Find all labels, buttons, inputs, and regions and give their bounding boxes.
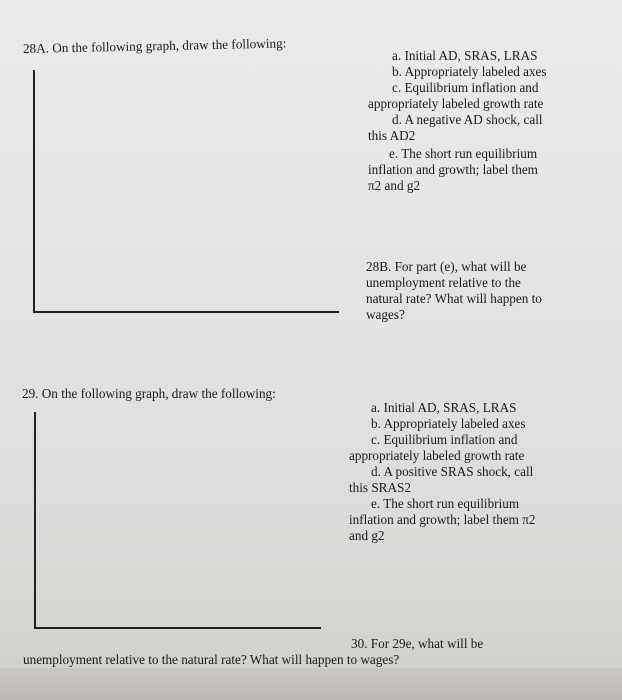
q28b-line-4: wages? bbox=[366, 307, 405, 322]
q28a-item-a: a. Initial AD, SRAS, LRAS bbox=[392, 48, 538, 63]
q28a-item-c: c. Equilibrium inflation and bbox=[392, 80, 539, 95]
q28a-item-e-cont2: π2 and g2 bbox=[368, 178, 421, 193]
q28a-graph-x-axis bbox=[33, 311, 339, 313]
q29-item-e-cont: inflation and growth; label them π2 bbox=[349, 512, 536, 527]
q28b-line-2: unemployment relative to the bbox=[366, 275, 521, 290]
q28a-item-e-cont: inflation and growth; label them bbox=[368, 162, 538, 177]
q29-item-e: e. The short run equilibrium bbox=[371, 496, 520, 511]
q28a-item-d: d. A negative AD shock, call bbox=[392, 112, 543, 127]
q28a-graph-y-axis bbox=[33, 70, 35, 313]
q28a-item-c-cont: appropriately labeled growth rate bbox=[368, 96, 544, 111]
q29-item-c-cont: appropriately labeled growth rate bbox=[349, 448, 525, 463]
q29-item-d: d. A positive SRAS shock, call bbox=[371, 464, 534, 479]
q29-item-b: b. Appropriately labeled axes bbox=[371, 416, 526, 431]
q28a-item-d-cont: this AD2 bbox=[368, 128, 416, 143]
q30-line-1: 30. For 29e, what will be bbox=[351, 636, 484, 651]
q28b-line-3: natural rate? What will happen to bbox=[366, 291, 542, 306]
q29-item-a: a. Initial AD, SRAS, LRAS bbox=[371, 400, 517, 415]
q30-line-2: unemployment relative to the natural rate? What will happen to wages? bbox=[23, 652, 400, 667]
q28a-item-e: e. The short run equilibrium bbox=[389, 146, 538, 161]
q29-graph-x-axis bbox=[34, 627, 321, 629]
page-bottom-shadow bbox=[0, 668, 622, 700]
q29-graph-y-axis bbox=[34, 412, 36, 629]
q29-item-e-cont2: and g2 bbox=[349, 528, 385, 543]
q28a-item-b: b. Appropriately labeled axes bbox=[392, 64, 547, 79]
q29-item-c: c. Equilibrium inflation and bbox=[371, 432, 518, 447]
q28b-line-1: 28B. For part (e), what will be bbox=[366, 259, 527, 274]
q29-item-d-cont: this SRAS2 bbox=[349, 480, 411, 495]
q29-title: 29. On the following graph, draw the following: bbox=[22, 386, 276, 401]
q28a-title: 28A. On the following graph, draw the following: bbox=[22, 35, 287, 56]
